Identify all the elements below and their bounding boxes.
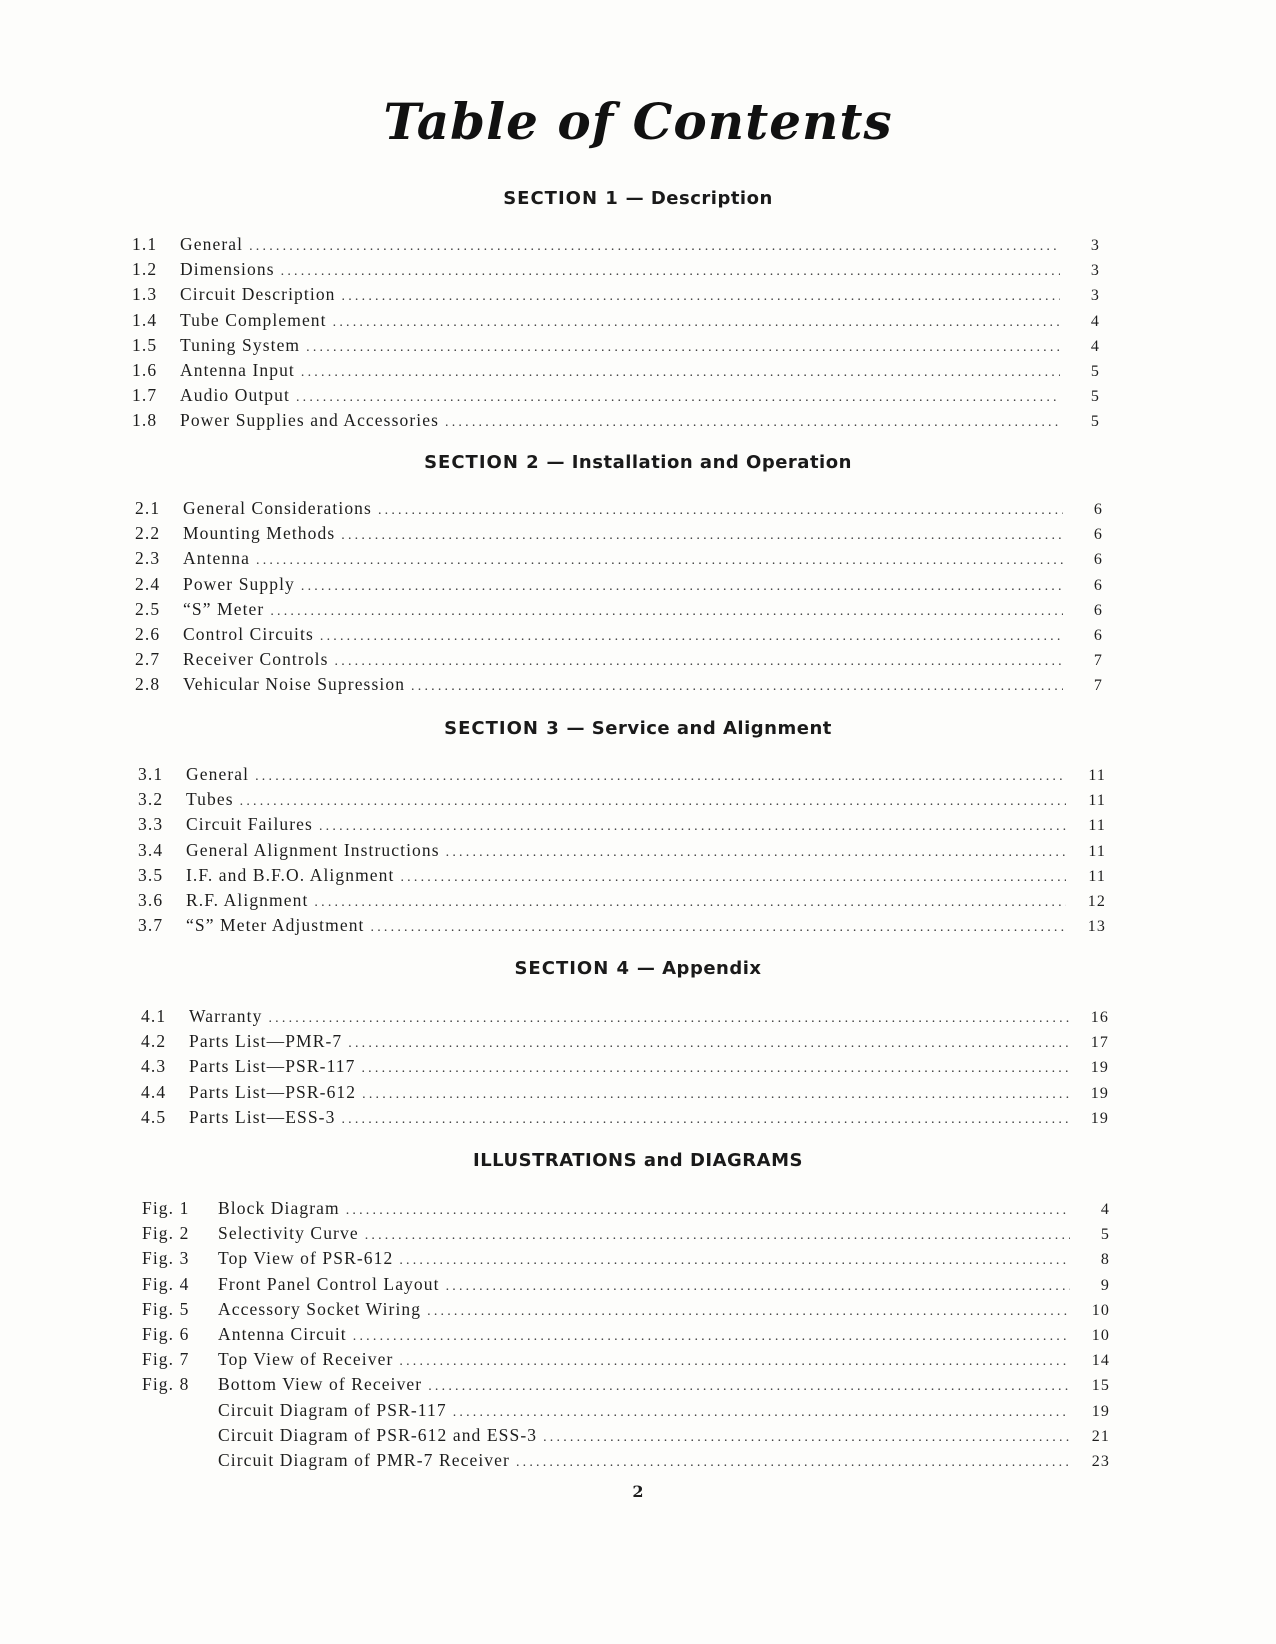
dot-leader	[240, 794, 1066, 810]
figure-entry	[142, 1299, 1110, 1324]
figure-entry	[142, 1425, 1110, 1450]
entry-number: 3.5	[138, 864, 164, 885]
toc-entry	[132, 284, 1100, 309]
entry-page: 16	[1090, 1009, 1109, 1026]
entry-title: Audio Output	[180, 385, 290, 406]
dot-leader	[301, 365, 1060, 381]
dot-leader	[319, 819, 1066, 835]
entry-page: 17	[1090, 1034, 1109, 1052]
figure-title: Top View of PSR-612	[218, 1248, 394, 1269]
toc-entry	[141, 1006, 1109, 1031]
dot-leader	[399, 1354, 1070, 1370]
figure-number: Fig. 2	[142, 1223, 190, 1244]
entry-number: 1.8	[132, 410, 158, 431]
toc-entry	[138, 814, 1106, 839]
figure-title: Top View of Receiver	[218, 1349, 394, 1370]
toc-entry	[141, 1107, 1109, 1132]
dot-leader	[543, 1430, 1070, 1446]
toc-entry	[138, 865, 1106, 890]
entry-number: 2.2	[135, 523, 161, 544]
entry-page: 11	[1088, 792, 1106, 810]
toc-entry	[132, 360, 1100, 385]
dot-leader	[400, 870, 1066, 886]
entry-number: 2.4	[135, 573, 161, 594]
toc-entry	[132, 259, 1100, 284]
dot-leader	[353, 1329, 1070, 1345]
dot-leader	[427, 1304, 1070, 1320]
figure-entry	[142, 1400, 1110, 1425]
figure-title: Circuit Diagram of PMR-7 Receiver	[218, 1449, 510, 1470]
figure-number: Fig. 4	[142, 1273, 190, 1294]
dot-leader	[281, 264, 1060, 280]
toc-entry	[132, 310, 1100, 335]
dot-leader	[453, 1405, 1070, 1421]
entry-number: 4.2	[141, 1031, 167, 1052]
dot-leader	[411, 679, 1063, 695]
figure-title: Block Diagram	[218, 1198, 340, 1218]
entry-title: Circuit Description	[180, 284, 336, 305]
dot-leader	[268, 1011, 1069, 1027]
entry-number: 4.3	[141, 1056, 167, 1077]
entry-page: 11	[1088, 867, 1106, 885]
entry-number: 2.3	[135, 548, 161, 569]
figure-page: 23	[1091, 1452, 1110, 1470]
toc-entry	[132, 335, 1100, 360]
entry-title: Antenna	[183, 548, 250, 569]
toc-entry	[138, 890, 1106, 915]
entry-title: Power Supply	[183, 573, 295, 594]
section-name: Description	[650, 188, 773, 209]
illustrations-list	[142, 1198, 1110, 1475]
entry-title: Antenna Input	[180, 359, 295, 380]
section-2-list	[135, 498, 1103, 700]
toc-entry	[135, 649, 1103, 674]
section-1-heading: SECTION 1 — Description	[503, 188, 773, 209]
section-3-heading: SECTION 3 — Service and Alignment	[444, 718, 832, 739]
toc-entry	[135, 548, 1103, 573]
toc-entry	[132, 385, 1100, 410]
entry-page: 4	[1090, 337, 1100, 355]
entry-number: 1.1	[132, 234, 158, 254]
entry-title: Circuit Failures	[186, 814, 313, 835]
toc-entry	[135, 498, 1103, 523]
entry-page: 5	[1090, 362, 1100, 380]
figure-title: Selectivity Curve	[218, 1223, 359, 1244]
toc-entry	[138, 764, 1106, 789]
figure-page: 19	[1091, 1402, 1110, 1420]
dot-leader	[255, 769, 1066, 785]
illustrations-heading: ILLUSTRATIONS and DIAGRAMS	[473, 1150, 803, 1171]
entry-page: 3	[1090, 237, 1100, 254]
section-4-list	[141, 1006, 1109, 1132]
entry-title: Tubes	[186, 789, 234, 810]
section-1-list	[132, 234, 1100, 436]
entry-page: 5	[1090, 413, 1100, 431]
entry-number: 3.3	[138, 814, 164, 835]
page-title: Table of Contents	[383, 92, 893, 151]
entry-number: 3.4	[138, 839, 164, 860]
entry-page: 11	[1088, 767, 1106, 784]
entry-number: 3.2	[138, 789, 164, 810]
figure-title: Accessory Socket Wiring	[218, 1298, 422, 1319]
entry-page: 6	[1093, 576, 1103, 594]
dot-leader	[516, 1455, 1070, 1471]
toc-entry	[132, 234, 1100, 259]
figure-page: 10	[1091, 1326, 1110, 1344]
dot-leader	[371, 920, 1066, 936]
toc-entry	[138, 915, 1106, 940]
figure-title: Circuit Diagram of PSR-117	[218, 1399, 447, 1420]
figure-entry	[142, 1274, 1110, 1299]
figure-title: Front Panel Control Layout	[218, 1273, 440, 1294]
entry-title: Tuning System	[180, 334, 301, 355]
figure-entry	[142, 1248, 1110, 1273]
figure-number: Fig. 3	[142, 1248, 190, 1269]
figure-number: Fig. 6	[142, 1323, 190, 1344]
dot-leader	[446, 845, 1066, 861]
entry-title: I.F. and B.F.O. Alignment	[186, 864, 395, 885]
figure-page: 8	[1100, 1251, 1110, 1269]
entry-title: R.F. Alignment	[186, 889, 309, 910]
entry-number: 2.8	[135, 674, 161, 695]
entry-page: 12	[1087, 892, 1106, 910]
figure-entry	[142, 1223, 1110, 1248]
figure-number: Fig. 1	[142, 1198, 190, 1218]
dot-leader	[314, 895, 1066, 911]
entry-page: 19	[1090, 1109, 1109, 1127]
dot-leader	[333, 315, 1060, 331]
figure-page: 5	[1100, 1226, 1110, 1244]
figure-number: Fig. 5	[142, 1298, 190, 1319]
dot-leader	[361, 1061, 1069, 1077]
dot-leader	[341, 528, 1063, 544]
entry-page: 3	[1090, 262, 1100, 280]
entry-number: 2.7	[135, 649, 161, 670]
entry-page: 6	[1093, 626, 1103, 644]
entry-page: 6	[1093, 501, 1103, 518]
entry-page: 19	[1090, 1084, 1109, 1102]
entry-number: 1.7	[132, 385, 158, 406]
entry-page: 6	[1093, 601, 1103, 619]
entry-title: Control Circuits	[183, 623, 314, 644]
figure-entry	[142, 1374, 1110, 1399]
figure-number: Fig. 8	[142, 1374, 190, 1395]
toc-entry	[138, 840, 1106, 865]
figure-title: Circuit Diagram of PSR-612 and ESS-3	[218, 1424, 538, 1445]
figure-entry	[142, 1324, 1110, 1349]
entry-number: 4.1	[141, 1006, 167, 1026]
section-number: SECTION 4	[514, 958, 631, 979]
entry-number: 1.6	[132, 359, 158, 380]
entry-number: 1.3	[132, 284, 158, 305]
entry-title: Receiver Controls	[183, 649, 329, 670]
entry-page: 11	[1088, 842, 1106, 860]
entry-number: 2.5	[135, 598, 161, 619]
section-name: Installation and Operation	[571, 452, 852, 473]
dot-leader	[301, 579, 1063, 595]
entry-number: 2.1	[135, 498, 161, 518]
toc-entry	[132, 410, 1100, 435]
dot-leader	[296, 390, 1060, 406]
dot-leader	[270, 604, 1063, 620]
figure-entry	[142, 1349, 1110, 1374]
entry-number: 4.5	[141, 1106, 167, 1127]
entry-title: “S” Meter Adjustment	[186, 915, 365, 936]
section-number: SECTION 3	[444, 718, 560, 739]
section-name: Appendix	[662, 958, 762, 979]
dot-leader	[348, 1036, 1069, 1052]
entry-number: 3.7	[138, 915, 164, 936]
entry-page: 6	[1093, 551, 1103, 569]
toc-entry	[138, 789, 1106, 814]
entry-title: “S” Meter	[183, 598, 265, 619]
dot-leader	[306, 340, 1060, 356]
entry-title: General Alignment Instructions	[186, 839, 440, 860]
section-name: Service and Alignment	[591, 718, 832, 739]
dot-leader	[335, 654, 1063, 670]
figure-entry	[142, 1450, 1110, 1475]
section-number: SECTION 1	[503, 188, 619, 209]
entry-page: 7	[1093, 677, 1103, 695]
dot-leader	[399, 1253, 1070, 1269]
dot-leader	[446, 1279, 1070, 1295]
figure-page: 15	[1091, 1377, 1110, 1395]
entry-title: Vehicular Noise Supression	[183, 674, 406, 695]
entry-number: 4.4	[141, 1081, 167, 1102]
dot-leader	[256, 553, 1063, 569]
entry-title: Tube Complement	[180, 309, 327, 330]
toc-entry	[135, 523, 1103, 548]
page-number: 2	[632, 1482, 644, 1501]
entry-page: 19	[1090, 1059, 1109, 1077]
toc-entry	[141, 1082, 1109, 1107]
figure-page: 14	[1091, 1352, 1110, 1370]
section-4-heading: SECTION 4 — Appendix	[514, 958, 762, 979]
toc-entry	[135, 574, 1103, 599]
entry-title: General	[180, 234, 244, 254]
dot-leader	[428, 1379, 1070, 1395]
entry-page: 5	[1090, 388, 1100, 406]
toc-entry	[141, 1056, 1109, 1081]
entry-page: 6	[1093, 526, 1103, 544]
section-2-heading: SECTION 2 — Installation and Operation	[424, 452, 852, 473]
figure-title: Antenna Circuit	[218, 1323, 347, 1344]
dot-leader	[445, 415, 1060, 431]
entry-number: 3.1	[138, 764, 164, 784]
entry-title: General Considerations	[183, 498, 372, 518]
dot-leader	[346, 1203, 1070, 1219]
section-3-list	[138, 764, 1106, 940]
figure-title: Bottom View of Receiver	[218, 1374, 423, 1395]
entry-page: 7	[1093, 652, 1103, 670]
entry-page: 4	[1090, 312, 1100, 330]
figure-page: 9	[1100, 1276, 1110, 1294]
entry-title: Parts List—PSR-612	[189, 1081, 357, 1102]
figure-number: Fig. 7	[142, 1349, 190, 1370]
entry-title: Warranty	[189, 1006, 263, 1026]
entry-number: 3.6	[138, 889, 164, 910]
section-number: SECTION 2	[424, 452, 540, 473]
entry-title: Parts List—ESS-3	[189, 1106, 336, 1127]
entry-title: Mounting Methods	[183, 523, 336, 544]
entry-number: 2.6	[135, 623, 161, 644]
dot-leader	[249, 239, 1060, 255]
toc-entry	[135, 599, 1103, 624]
entry-page: 11	[1088, 817, 1106, 835]
dot-leader	[362, 1087, 1069, 1103]
dot-leader	[378, 503, 1063, 519]
entry-title: Power Supplies and Accessories	[180, 410, 440, 431]
dot-leader	[341, 1112, 1069, 1128]
entry-number: 1.4	[132, 309, 158, 330]
entry-page: 3	[1090, 287, 1100, 305]
entry-number: 1.2	[132, 259, 158, 280]
entry-number: 1.5	[132, 334, 158, 355]
entry-page: 13	[1087, 918, 1106, 936]
toc-entry	[141, 1031, 1109, 1056]
toc-entry	[135, 624, 1103, 649]
entry-title: Parts List—PMR-7	[189, 1031, 343, 1052]
figure-entry	[142, 1198, 1110, 1223]
dot-leader	[342, 289, 1060, 305]
dot-leader	[365, 1228, 1070, 1244]
toc-entry	[135, 674, 1103, 699]
figure-page: 21	[1091, 1427, 1110, 1445]
entry-title: General	[186, 764, 250, 784]
figure-page: 4	[1100, 1201, 1110, 1218]
entry-title: Dimensions	[180, 259, 275, 280]
figure-page: 10	[1091, 1301, 1110, 1319]
entry-title: Parts List—PSR-117	[189, 1056, 356, 1077]
dot-leader	[320, 629, 1063, 645]
